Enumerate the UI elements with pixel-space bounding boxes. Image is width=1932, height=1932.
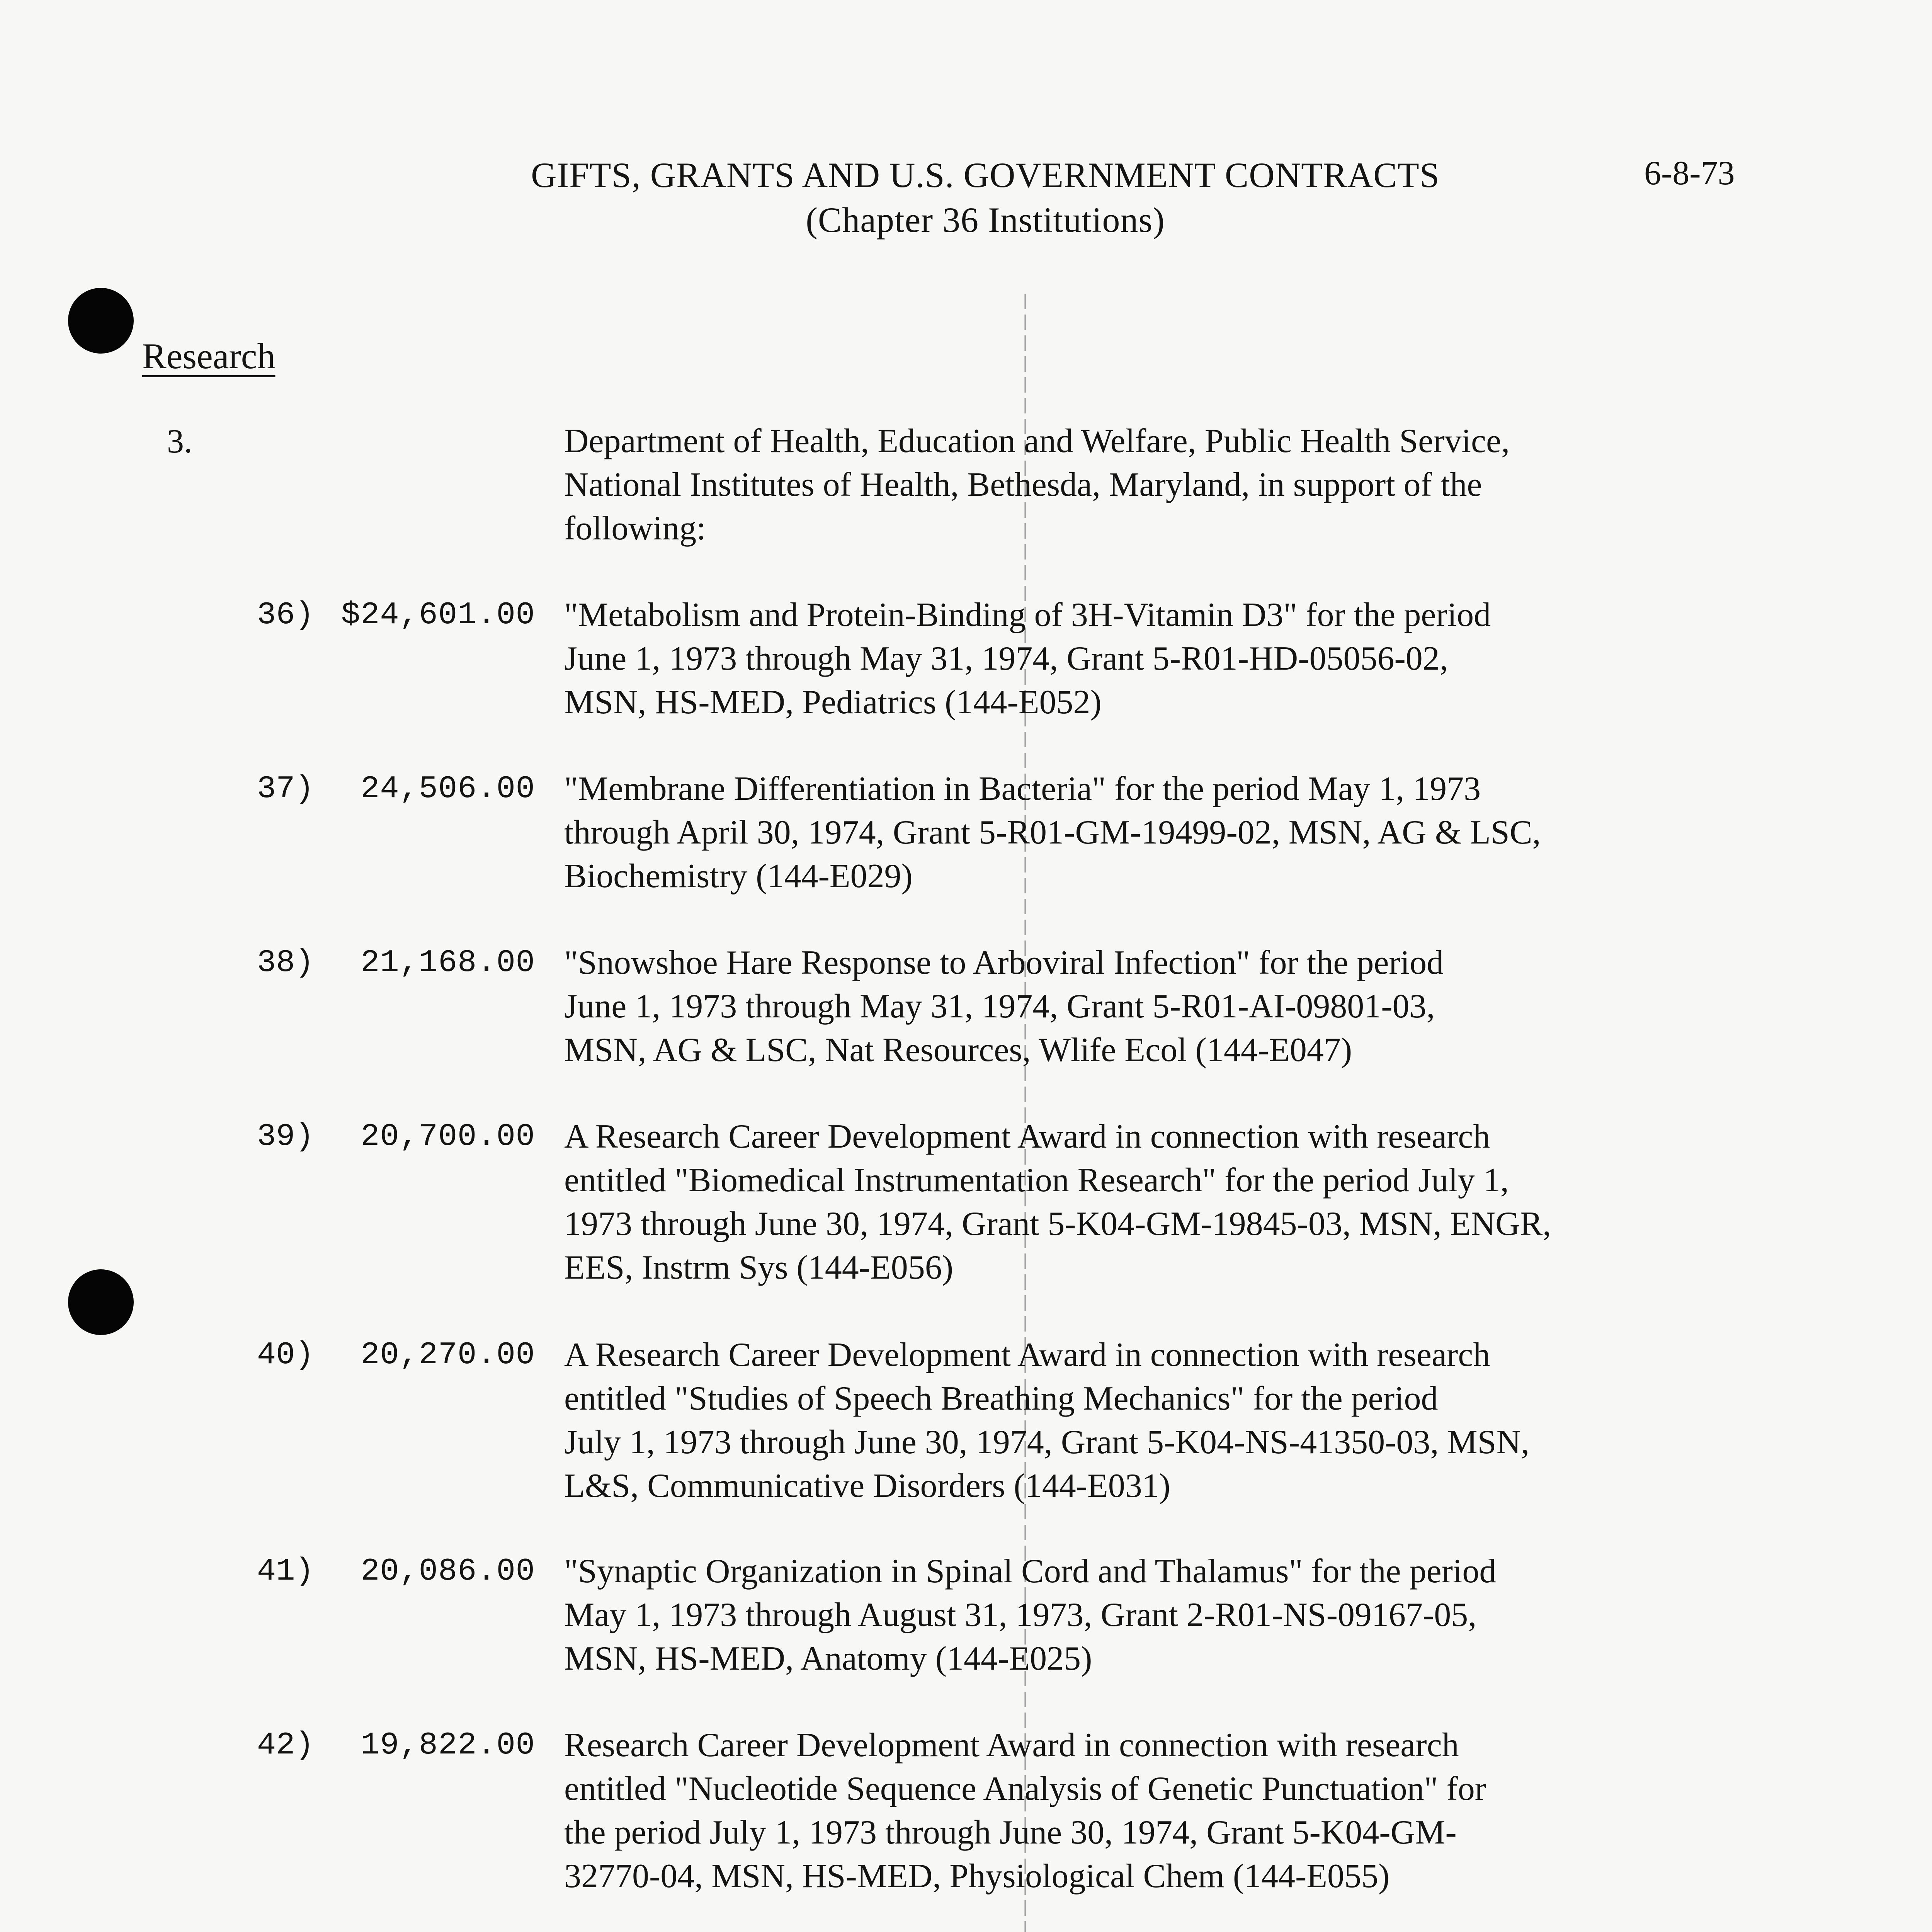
entry-amount: 24,506.00 (361, 771, 535, 807)
entry-description (564, 1115, 1816, 1289)
title-line-1: GIFTS, GRANTS AND U.S. GOVERNMENT CONTRACTS (531, 155, 1440, 195)
description-line: 1973 through June 30, 1974, Grant 5-K04-GM-19845-03, MSN, ENGR, (564, 1205, 1551, 1243)
description-line: "Membrane Differentiation in Bacteria" for the period May 1, 1973 (564, 770, 1481, 808)
description-line: May 1, 1973 through August 31, 1973, Grant 2-R01-NS-09167-05, (564, 1596, 1477, 1634)
description-line: Biochemistry (144-E029) (564, 857, 913, 895)
entry-description (564, 1333, 1816, 1508)
entry-description (564, 593, 1816, 724)
description-line: June 1, 1973 through May 31, 1974, Grant 5-R01-HD-05056-02, (564, 640, 1448, 677)
title-line-2: (Chapter 36 Institutions) (806, 200, 1165, 240)
entry-amount: $24,601.00 (341, 597, 535, 633)
description-line: A Research Career Development Award in connection with research (564, 1336, 1490, 1374)
entry-amount: 20,270.00 (361, 1337, 535, 1373)
entry-amount: 20,086.00 (361, 1553, 535, 1589)
description-line: entitled "Nucleotide Sequence Analysis of Genetic Punctuation" for (564, 1770, 1486, 1808)
entry-description (564, 767, 1816, 898)
item-intro (564, 419, 1839, 550)
entry-number: 39) (257, 1119, 314, 1155)
description-line: July 1, 1973 through June 30, 1974, Grant 5-K04-NS-41350-03, MSN, (564, 1423, 1530, 1461)
description-line: June 1, 1973 through May 31, 1974, Grant 5-R01-AI-09801-03, (564, 988, 1435, 1025)
intro-line: Department of Health, Education and Welfare, Public Health Service, (564, 422, 1510, 460)
entry-number: 37) (257, 771, 314, 807)
entry-number: 36) (257, 597, 314, 633)
entry-description (564, 941, 1816, 1072)
document-title (491, 153, 1480, 242)
entry-amount: 21,168.00 (361, 945, 535, 981)
intro-line: following: (564, 510, 706, 547)
intro-line: National Institutes of Health, Bethesda, Maryland, in support of the (564, 466, 1482, 503)
description-line: EES, Instrm Sys (144-E056) (564, 1249, 954, 1286)
description-line: A Research Career Development Award in connection with research (564, 1118, 1490, 1155)
punch-hole-middle (68, 1269, 134, 1335)
section-heading: Research (142, 336, 276, 376)
entry-number: 38) (257, 945, 314, 981)
description-line: "Snowshoe Hare Response to Arboviral Infection" for the period (564, 944, 1444, 981)
entry-number: 42) (257, 1727, 314, 1763)
description-line: "Metabolism and Protein-Binding of 3H-Vitamin D3" for the period (564, 596, 1491, 634)
description-line: the period July 1, 1973 through June 30, 1974, Grant 5-K04-GM- (564, 1814, 1457, 1851)
item-number: 3. (167, 423, 192, 460)
entry-amount: 19,822.00 (361, 1727, 535, 1763)
description-line: MSN, AG & LSC, Nat Resources, Wlife Ecol (144-E047) (564, 1031, 1352, 1069)
entry-number: 40) (257, 1337, 314, 1373)
entry-amount: 20,700.00 (361, 1119, 535, 1155)
description-line: MSN, HS-MED, Anatomy (144-E025) (564, 1640, 1092, 1677)
description-line: Research Career Development Award in connection with research (564, 1726, 1459, 1764)
description-line: L&S, Communicative Disorders (144-E031) (564, 1467, 1171, 1505)
punch-hole-top (68, 288, 134, 354)
description-line: through April 30, 1974, Grant 5-R01-GM-19499-02, MSN, AG & LSC, (564, 814, 1541, 851)
description-line: entitled "Biomedical Instrumentation Research" for the period July 1, (564, 1162, 1509, 1199)
description-line: 32770-04, MSN, HS-MED, Physiological Chem (144-E055) (564, 1857, 1390, 1895)
entry-description (564, 1549, 1816, 1680)
description-line: MSN, HS-MED, Pediatrics (144-E052) (564, 684, 1102, 721)
entry-number: 41) (257, 1553, 314, 1589)
document-date: 6-8-73 (1644, 155, 1735, 192)
description-line: entitled "Studies of Speech Breathing Mechanics" for the period (564, 1380, 1438, 1417)
description-line: "Synaptic Organization in Spinal Cord and Thalamus" for the period (564, 1553, 1497, 1590)
entry-description (564, 1723, 1816, 1898)
